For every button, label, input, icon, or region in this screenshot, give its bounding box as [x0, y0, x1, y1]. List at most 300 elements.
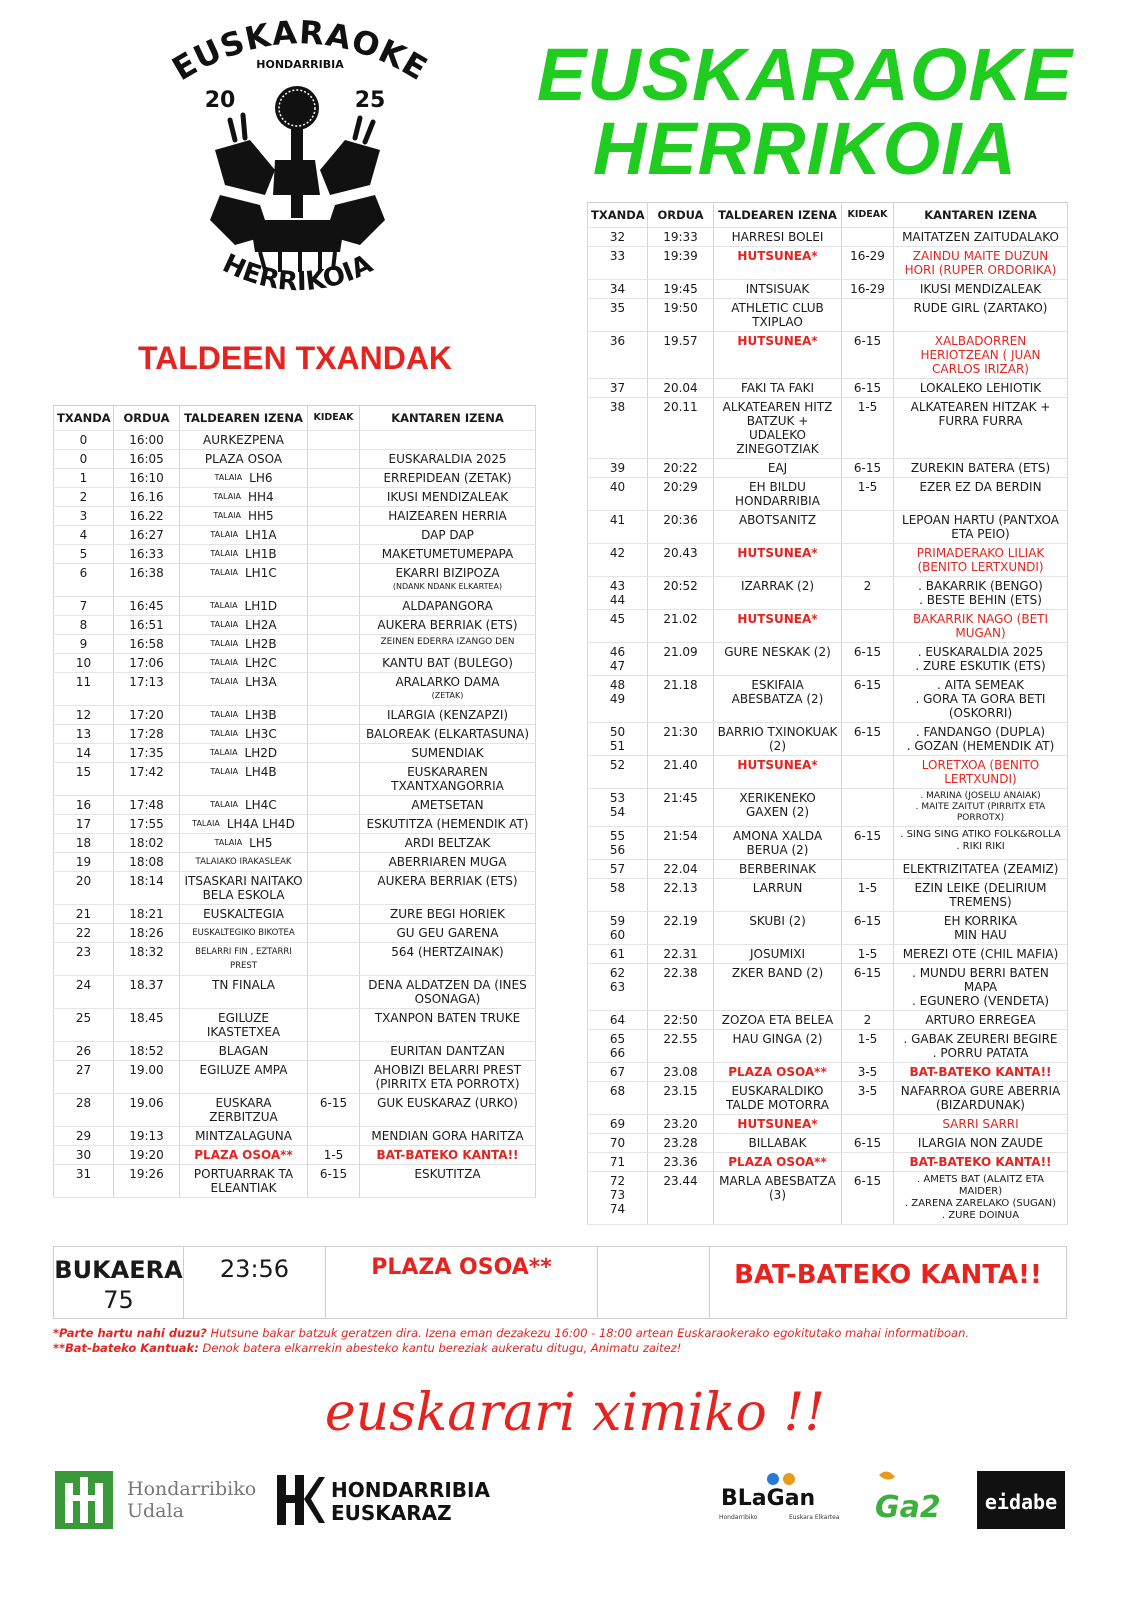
talaia-prefix: TALAIA: [192, 819, 220, 828]
group-name: LH3C: [244, 727, 277, 741]
row-song: [894, 577, 1068, 610]
row-song: 564 (HERTZAINAK): [360, 943, 536, 976]
row-song: LOKALEKO LEHIOTIK: [894, 379, 1068, 398]
cell-line: 56: [609, 843, 626, 857]
table-row: [54, 924, 536, 943]
row-song: EUSKARALDIA 2025: [360, 450, 536, 469]
cell-line: . RIKI RIKI: [956, 841, 1005, 852]
row-group: HUTSUNEA*: [714, 332, 842, 379]
talaia-prefix: TALAIA: [214, 473, 243, 482]
row-members: [308, 872, 360, 905]
row-time: 20:29: [648, 478, 714, 511]
row-song: ZUREKIN BATERA (ETS): [894, 459, 1068, 478]
table-row: [54, 564, 536, 597]
row-group: [180, 469, 308, 488]
final-number: 75: [103, 1286, 134, 1314]
row-number: 16: [54, 796, 114, 815]
row-members: [308, 597, 360, 616]
row-song: [894, 1172, 1068, 1225]
row-song: TXANPON BATEN TRUKE: [360, 1009, 536, 1042]
row-song: ELEKTRIZITATEA (ZEAMIZ): [894, 860, 1068, 879]
table-row: [54, 1094, 536, 1127]
row-number: 11: [54, 673, 114, 706]
row-group: ABOTSANITZ: [714, 511, 842, 544]
cell-line: . GOZAN (HEMENDIK AT): [906, 739, 1055, 753]
row-members: [308, 654, 360, 673]
row-song: AUKERA BERRIAK (ETS): [360, 872, 536, 905]
table-row: [54, 943, 536, 976]
row-group: [180, 725, 308, 744]
row-song: [894, 723, 1068, 756]
row-time: 19:20: [114, 1146, 180, 1165]
table-row: [588, 1134, 1068, 1153]
row-song: [360, 673, 536, 706]
row-number: 37: [588, 379, 648, 398]
row-time: 21.09: [648, 643, 714, 676]
row-time: 17:42: [114, 763, 180, 796]
row-time: 18:21: [114, 905, 180, 924]
row-time: 23.08: [648, 1063, 714, 1082]
row-group: [180, 507, 308, 526]
logo-top-text: EUSKARAOKE: [165, 20, 435, 89]
cell-line: . BAKARRIK (BENGO): [918, 579, 1043, 593]
final-members: [598, 1247, 710, 1318]
row-members: [842, 511, 894, 544]
row-number: 4: [54, 526, 114, 545]
row-number: 67: [588, 1063, 648, 1082]
row-time: 19.06: [114, 1094, 180, 1127]
group-name: LH4A LH4D: [226, 817, 295, 831]
row-time: 17:20: [114, 706, 180, 725]
row-song: ABERRIAREN MUGA: [360, 853, 536, 872]
row-time: 20:36: [648, 511, 714, 544]
row-members: [308, 924, 360, 943]
row-group: ESKIFAIA ABESBATZA (2): [714, 676, 842, 723]
row-number: 22: [54, 924, 114, 943]
table-row: [54, 763, 536, 796]
table-row: [588, 964, 1068, 1011]
cell-line: . MARINA (JOSELU ANAIAK): [920, 791, 1041, 801]
row-group: ATHLETIC CLUB TXIPLAO: [714, 299, 842, 332]
row-members: 1-5: [842, 879, 894, 912]
table-row: [54, 1042, 536, 1061]
note-2-text: Denok batera elkarrekin abesteko kantu bereziak aukeratu ditugu, Animatu zaitez!: [198, 1341, 682, 1355]
blagan-figure-icon: [767, 1473, 779, 1485]
row-song: [360, 431, 536, 450]
group-name: LH2C: [244, 656, 277, 670]
cell-line: 51: [609, 739, 626, 753]
title-line-2: HERRIKOIA: [592, 107, 1018, 190]
cell-line: 54: [609, 805, 626, 819]
cell-line: 63: [609, 980, 626, 994]
header-taldea: TALDEAREN IZENA: [180, 406, 308, 431]
talaia-prefix: TALAIA: [210, 639, 239, 648]
table-row: [588, 299, 1068, 332]
table-row: [54, 507, 536, 526]
table-row: [54, 545, 536, 564]
row-time: 21:54: [648, 827, 714, 860]
cell-line: 48: [609, 678, 626, 692]
table-row: [54, 815, 536, 834]
row-group: MINTZALAGUNA: [180, 1127, 308, 1146]
row-group: INTSISUAK: [714, 280, 842, 299]
row-number: [588, 789, 648, 827]
row-song: IKUSI MENDIZALEAK: [894, 280, 1068, 299]
group-name: LH3B: [245, 708, 277, 722]
row-number: 0: [54, 431, 114, 450]
row-members: [308, 507, 360, 526]
table-row: [54, 635, 536, 654]
row-members: [308, 1042, 360, 1061]
row-song: ILARGIA NON ZAUDE: [894, 1134, 1068, 1153]
row-time: 18.45: [114, 1009, 180, 1042]
row-members: [308, 853, 360, 872]
note-1: [53, 1326, 1067, 1341]
row-group: BILLABAK: [714, 1134, 842, 1153]
row-song: ESKUTITZA: [360, 1165, 536, 1198]
header-kanta: KANTAREN IZENA: [360, 406, 536, 431]
row-song: SUMENDIAK: [360, 744, 536, 763]
row-number: 31: [54, 1165, 114, 1198]
talaia-prefix: TALAIA: [210, 729, 238, 738]
group-name: HH5: [248, 509, 274, 523]
row-time: 18:14: [114, 872, 180, 905]
row-group: HUTSUNEA*: [714, 544, 842, 577]
table-row: [588, 789, 1068, 827]
cell-line: EH KORRIKA: [943, 914, 1018, 928]
final-label: [54, 1247, 184, 1318]
row-time: 17:55: [114, 815, 180, 834]
row-members: 6-15: [842, 723, 894, 756]
talaia-prefix: TALAIA: [210, 568, 238, 577]
cell-line: . EUSKARALDIA 2025: [917, 645, 1044, 659]
header-taldea: TALDEAREN IZENA: [714, 203, 842, 228]
row-number: 24: [54, 976, 114, 1009]
final-group: PLAZA OSOA**: [326, 1247, 598, 1318]
group-name: LH1A: [245, 528, 277, 542]
row-song: [894, 643, 1068, 676]
blagan-sub-right: Euskara Elkartea: [789, 1514, 840, 1521]
cell-line: 49: [609, 692, 626, 706]
row-group: EUSKALTEGIA: [180, 905, 308, 924]
group-name: LH3A: [245, 675, 277, 689]
cell-line: . FANDANGO (DUPLA): [915, 725, 1046, 739]
row-time: 21:30: [648, 723, 714, 756]
row-song: [894, 1030, 1068, 1063]
cell-line: . GABAK ZEURERI BEGIRE: [903, 1032, 1058, 1046]
row-group: BARRIO TXINOKUAK (2): [714, 723, 842, 756]
row-time: 22.55: [648, 1030, 714, 1063]
row-song: EZIN LEIKE (DELIRIUM TREMENS): [894, 879, 1068, 912]
row-time: 18:52: [114, 1042, 180, 1061]
row-group: [180, 526, 308, 545]
row-members: [842, 789, 894, 827]
schedule-table-left: [53, 405, 536, 1198]
logo-year-left: 20: [204, 88, 236, 113]
cell-line: 73: [609, 1188, 626, 1202]
table-row: [588, 610, 1068, 643]
ga2-leaf-icon: [879, 1471, 895, 1479]
row-members: 16-29: [842, 247, 894, 280]
row-number: 61: [588, 945, 648, 964]
row-group: [180, 744, 308, 763]
row-group: HUTSUNEA*: [714, 247, 842, 280]
row-group: [180, 706, 308, 725]
row-group: EH BILDU HONDARRIBIA: [714, 478, 842, 511]
row-song: DAP DAP: [360, 526, 536, 545]
row-time: 16:51: [114, 616, 180, 635]
row-time: 20.43: [648, 544, 714, 577]
cell-line: MIN HAU: [954, 928, 1007, 942]
row-time: 22.19: [648, 912, 714, 945]
table-row: [588, 398, 1068, 459]
table-row: [54, 706, 536, 725]
table-row: [54, 597, 536, 616]
udala-line1: Hondarribiko: [127, 1478, 257, 1500]
row-group: PLAZA OSOA**: [180, 1146, 308, 1165]
row-members: [308, 834, 360, 853]
group-name: LH2B: [245, 637, 277, 651]
row-group: FAKI TA FAKI: [714, 379, 842, 398]
cell-line: 53: [609, 791, 626, 805]
cell-line: . ZARENA ZARELAKO (SUGAN): [904, 1198, 1056, 1209]
row-song: DENA ALDATZEN DA (INES OSONAGA): [360, 976, 536, 1009]
row-group: TALAIAKO IRAKASLEAK: [180, 853, 308, 872]
table-row: [54, 1165, 536, 1198]
row-time: 23.20: [648, 1115, 714, 1134]
row-members: [308, 706, 360, 725]
row-time: 20:22: [648, 459, 714, 478]
row-song: BAT-BATEKO KANTA!!: [894, 1153, 1068, 1172]
talaia-prefix: TALAIA: [210, 549, 239, 558]
row-song: EUSKARAREN TXANTXANGORRIA: [360, 763, 536, 796]
row-group: EAJ: [714, 459, 842, 478]
row-song: BALOREAK (ELKARTASUNA): [360, 725, 536, 744]
row-song: EZER EZ DA BERDIN: [894, 478, 1068, 511]
row-time: 20.11: [648, 398, 714, 459]
euskaraz-emblem-icon: [277, 1475, 325, 1525]
row-group: HUTSUNEA*: [714, 756, 842, 789]
row-members: 1-5: [308, 1146, 360, 1165]
row-members: [308, 905, 360, 924]
group-name: LH1C: [244, 566, 277, 580]
row-time: 16:05: [114, 450, 180, 469]
row-group: PORTUARRAK TA ELEANTIAK: [180, 1165, 308, 1198]
table-row: [54, 853, 536, 872]
song-title: EKARRI BIZIPOZA: [395, 566, 500, 580]
row-time: 21.18: [648, 676, 714, 723]
blagan-figure-icon-2: [783, 1473, 795, 1485]
row-time: 19.57: [648, 332, 714, 379]
row-time: 22:50: [648, 1011, 714, 1030]
table-row: [54, 1009, 536, 1042]
row-group: BERBERINAK: [714, 860, 842, 879]
ga2-text: Ga2: [875, 1490, 941, 1525]
row-song: BAKARRIK NAGO (BETI MUGAN): [894, 610, 1068, 643]
row-members: 2: [842, 577, 894, 610]
row-members: 6-15: [842, 912, 894, 945]
cell-line: 66: [609, 1046, 626, 1060]
logo-sub-text: HONDARRIBIA: [256, 58, 344, 71]
row-group: PLAZA OSOA: [180, 450, 308, 469]
cell-line: 72: [609, 1174, 626, 1188]
row-song: ESKUTITZA (HEMENDIK AT): [360, 815, 536, 834]
row-number: 64: [588, 1011, 648, 1030]
row-group: IZARRAK (2): [714, 577, 842, 610]
row-members: [842, 544, 894, 577]
blagan-sub-left: Hondarribiko: [719, 1514, 758, 1521]
row-time: 16:45: [114, 597, 180, 616]
row-time: 16:00: [114, 431, 180, 450]
table-row: [54, 796, 536, 815]
table-row: [588, 332, 1068, 379]
row-number: 12: [54, 706, 114, 725]
row-number: 15: [54, 763, 114, 796]
row-group: SKUBI (2): [714, 912, 842, 945]
table-row: [588, 1082, 1068, 1115]
group-name: LH2A: [245, 618, 277, 632]
row-time: 23.36: [648, 1153, 714, 1172]
row-group: XERIKENEKO GAXEN (2): [714, 789, 842, 827]
row-group: MARLA ABESBATZA (3): [714, 1172, 842, 1225]
row-time: 18:26: [114, 924, 180, 943]
final-time: 23:56: [184, 1247, 326, 1318]
cell-line: 44: [609, 593, 626, 607]
table-row: [588, 577, 1068, 610]
row-number: 23: [54, 943, 114, 976]
row-number: 8: [54, 616, 114, 635]
row-song: ZURE BEGI HORIEK: [360, 905, 536, 924]
row-members: 6-15: [842, 379, 894, 398]
row-song: LORETXOA (BENITO LERTXUNDI): [894, 756, 1068, 789]
row-number: 1: [54, 469, 114, 488]
row-number: 27: [54, 1061, 114, 1094]
table-row: [54, 450, 536, 469]
title-line-1: EUSKARAOKE: [536, 33, 1074, 116]
row-members: [308, 545, 360, 564]
row-members: [308, 526, 360, 545]
sponsor-logos: [53, 1465, 1067, 1535]
row-members: 3-5: [842, 1063, 894, 1082]
talaia-prefix: TALAIA: [209, 601, 238, 610]
row-group: [180, 763, 308, 796]
row-number: 34: [588, 280, 648, 299]
table-row: [54, 431, 536, 450]
row-members: 2: [842, 1011, 894, 1030]
row-members: [308, 725, 360, 744]
table-header-row: [54, 406, 536, 431]
row-number: 30: [54, 1146, 114, 1165]
row-members: [308, 763, 360, 796]
table-row: [588, 478, 1068, 511]
row-time: 23.15: [648, 1082, 714, 1115]
table-row: [588, 912, 1068, 945]
row-song: EURITAN DANTZAN: [360, 1042, 536, 1061]
row-number: 32: [588, 228, 648, 247]
row-members: [842, 1115, 894, 1134]
cell-line: . BESTE BEHIN (ETS): [919, 593, 1042, 607]
talaia-prefix: TALAIA: [213, 492, 241, 501]
table-row: [588, 676, 1068, 723]
row-time: 22.31: [648, 945, 714, 964]
row-number: 14: [54, 744, 114, 763]
table-row: [588, 544, 1068, 577]
row-time: 19:13: [114, 1127, 180, 1146]
talaia-prefix: TALAIA: [210, 710, 239, 719]
group-name: LH6: [249, 471, 273, 485]
note-1-text: Hutsune bakar batzuk geratzen dira. Izena eman dezakezu 16:00 - 18:00 artean Euskaraokerako egokitutako mahai informatiboan.: [206, 1326, 970, 1340]
talaia-prefix: TALAIA: [210, 620, 239, 629]
table-row: [54, 744, 536, 763]
row-time: 23.28: [648, 1134, 714, 1153]
cell-line: 65: [609, 1032, 626, 1046]
row-members: 6-15: [842, 1172, 894, 1225]
row-number: 39: [588, 459, 648, 478]
row-number: 13: [54, 725, 114, 744]
row-members: [842, 860, 894, 879]
row-group: ZOZOA ETA BELEA: [714, 1011, 842, 1030]
euskaraoke-logo: [165, 20, 435, 320]
row-song: [894, 912, 1068, 945]
row-members: [308, 1127, 360, 1146]
row-number: 18: [54, 834, 114, 853]
row-time: 16:33: [114, 545, 180, 564]
row-number: 57: [588, 860, 648, 879]
table-row: [588, 459, 1068, 478]
row-number: 68: [588, 1082, 648, 1115]
blagan-logo: [713, 1465, 863, 1535]
row-number: 2: [54, 488, 114, 507]
row-time: 19:26: [114, 1165, 180, 1198]
table-row: [54, 834, 536, 853]
logo-year-right: 25: [354, 88, 386, 113]
cell-line: . AITA SEMEAK: [936, 678, 1024, 692]
row-group: HUTSUNEA*: [714, 610, 842, 643]
row-group: TN FINALA: [180, 976, 308, 1009]
row-number: 42: [588, 544, 648, 577]
row-group: ALKATEAREN HITZ BATZUK + UDALEKO ZINEGOTZIAK: [714, 398, 842, 459]
row-group: [180, 488, 308, 507]
cell-line: . ZURE ESKUTIK (ETS): [915, 659, 1046, 673]
row-members: [308, 635, 360, 654]
table-row: [54, 1061, 536, 1094]
row-number: [588, 1030, 648, 1063]
table-row: [588, 1030, 1068, 1063]
microphone-hands-icon: [210, 86, 385, 272]
row-number: [588, 912, 648, 945]
euskaraz-line1: HONDARRIBIA: [331, 1478, 490, 1502]
row-group: EGILUZE AMPA: [180, 1061, 308, 1094]
udala-emblem-icon: [55, 1471, 113, 1529]
row-number: 29: [54, 1127, 114, 1146]
talaia-prefix: TALAIA: [210, 530, 239, 539]
row-song: GU GEU GARENA: [360, 924, 536, 943]
row-song: ZAINDU MAITE DUZUN HORI (RUPER ORDORIKA): [894, 247, 1068, 280]
row-members: [308, 943, 360, 976]
row-number: 36: [588, 332, 648, 379]
row-members: 6-15: [842, 643, 894, 676]
group-name: LH2D: [244, 746, 278, 760]
cell-line: 47: [609, 659, 626, 673]
row-members: [308, 431, 360, 450]
header-txanda: TXANDA: [588, 203, 648, 228]
cell-line: 59: [609, 914, 626, 928]
row-number: 70: [588, 1134, 648, 1153]
row-group: EGILUZE IKASTETXEA: [180, 1009, 308, 1042]
row-number: [588, 964, 648, 1011]
group-name: LH4C: [244, 798, 277, 812]
table-row: [588, 1172, 1068, 1225]
